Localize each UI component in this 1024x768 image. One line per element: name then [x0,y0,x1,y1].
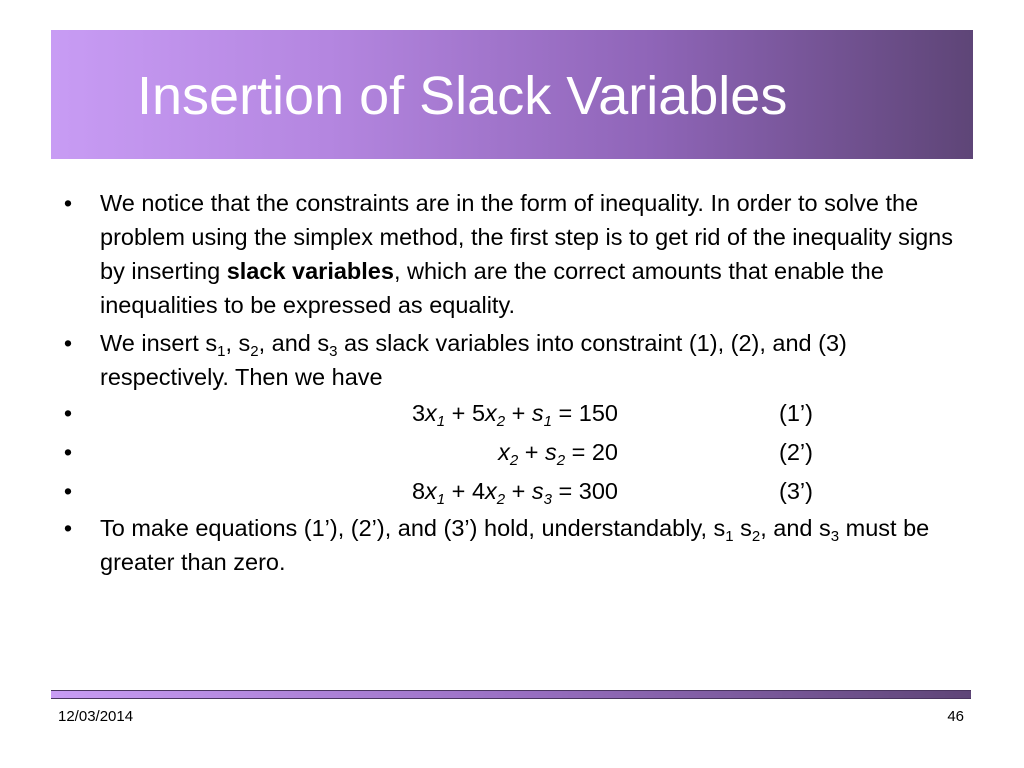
insert-text-1: We insert s [100,330,218,356]
eq3-var-2: x [485,478,497,504]
conclusion-text-1: To make equations (1’), (2’), and (3’) hold, understandably, s [100,515,726,541]
footer-divider [51,690,971,699]
equation-row-3 [58,472,978,511]
bullet-mark: • [63,190,73,216]
eq2-sub-2: 2 [556,452,566,469]
conclusion-text-2: s [733,515,752,541]
equation-row-2 [58,433,978,472]
eq1-coef-1: 3 [411,400,426,426]
eq3-sub-1: 1 [436,491,446,508]
bullet-mark: • [63,330,73,356]
intro-bold-term: slack variables [226,258,394,284]
eq3-op-2: + [505,478,532,504]
eq1-var-1: x [425,400,437,426]
eq3-var-1: x [425,478,437,504]
eq1-var-3: s [531,400,544,426]
eq1-op-2: + [505,400,532,426]
intro-text-start: We notice that the constraints are in the form of inequality. In order to solve the problem using the simplex method, the first step is to get rid of the inequality signs by inserting [100,190,953,284]
eq3-sub-3: 3 [543,491,552,508]
bullet-mark: • [63,439,73,465]
eq2-var-1: x [498,439,510,465]
equation-2 [498,433,618,472]
eq1-var-2: x [485,400,497,426]
insert-sub-2: 2 [250,343,259,360]
eq3-sub-2: 2 [496,491,506,508]
bullet-insert [58,326,978,394]
eq1-sub-3: 1 [543,413,552,430]
conclusion-text-4: must be greater than zero. [100,515,930,575]
eq1-sub-2: 2 [496,413,506,430]
insert-text-4: as slack variables into constraint (1), (2), and (3) respectively. Then we have [100,330,847,390]
insert-sub-1: 1 [217,343,226,360]
eq2-rhs: = 20 [565,439,618,465]
eq2-var-2: s [544,439,557,465]
eq2-op-1: + [518,439,545,465]
conclusion-sub-2: 2 [751,528,761,545]
footer-date: 12/03/2014 [58,708,134,725]
eq1-op-1: + [445,400,472,426]
conclusion-text-3: , and s [760,515,831,541]
page-number: 46 [947,708,964,725]
bullet-conclusion [58,511,978,579]
eq1-rhs: = 150 [552,400,618,426]
equation-3-label: (3’) [779,478,813,504]
insert-sub-3: 3 [329,343,338,360]
eq3-var-3: s [531,478,544,504]
title-banner [51,30,973,159]
equation-1-label: (1’) [779,400,813,426]
insert-text-2: , s [225,330,251,356]
eq3-op-1: + [445,478,472,504]
conclusion-sub-1: 1 [725,528,734,545]
equation-3 [412,472,618,511]
eq3-coef-2: 4 [471,478,486,504]
equation-row-1 [58,394,978,433]
eq1-sub-1: 1 [436,413,446,430]
bullet-mark: • [63,515,73,541]
eq3-coef-1: 8 [411,478,426,504]
intro-text-end: , which are the correct amounts that enable the inequalities to be expressed as equality. [100,258,884,318]
bullet-mark: • [63,478,73,504]
bullet-mark: • [63,400,73,426]
bullet-intro [58,186,978,322]
eq1-coef-2: 5 [471,400,486,426]
eq3-rhs: = 300 [552,478,618,504]
insert-text-3: , and s [258,330,330,356]
slide-title: Insertion of Slack Variables [137,66,788,126]
equation-1 [412,394,618,433]
slide-body [58,186,978,579]
eq2-sub-1: 2 [509,452,519,469]
equation-2-label: (2’) [779,439,813,465]
conclusion-sub-3: 3 [830,528,840,545]
